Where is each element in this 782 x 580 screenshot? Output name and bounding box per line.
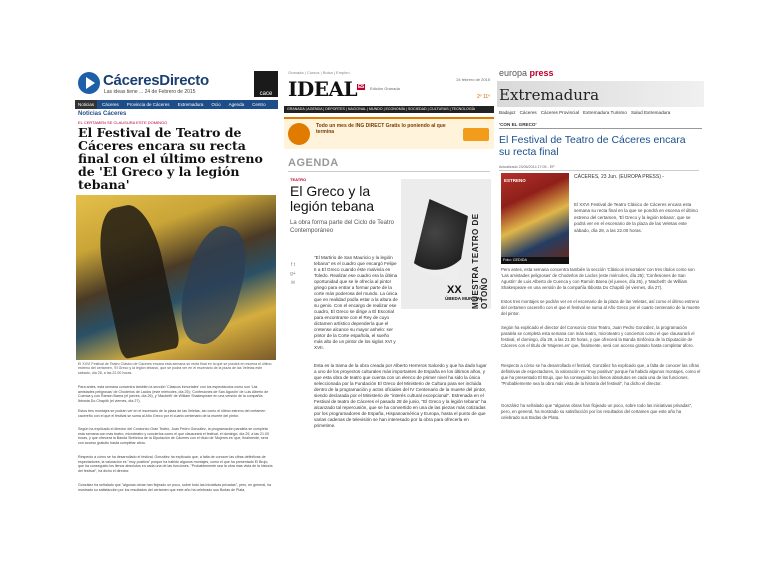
article-paragraph: Esta es la trama de la obra creada por Alberto Herreros Salcedo y que ha dado lugar a uno de los proyectos culturales más importantes de España en los últimos años, y que esta obra de teatro que cuenta con un elenco de primer nivel ha sido la única seleccionada por la Fundación El Greco del Ministerio de Cultura para ser incluida dentro de la programación y actos oficiales del IV Centenario de la muerte del pintor, siendo declarada por el Ministerio de "interés cultural excepcional". Estrenada en el Festival de teatro de Cáceres el pasado 28 de junio, "El Greco y la legión tebana" ha alcanzado tal repercusión, que se ha convertido en una de las piezas más cotizadas por los programadores de España, Hispanoamérica y Europa, hasta el punto de que varias cadenas de televisión se han interesado por la obra para ofrecerla en primetime.	[314, 363, 487, 428]
nav-item[interactable]: Cáceres	[519, 110, 537, 115]
site-tagline: Las ideas tiene ... 24 de Febrero de 2015	[104, 89, 196, 95]
ad-text: Todo un mes de ING DIRECT Gratis lo poniendo al que termina	[316, 123, 446, 135]
nav-item[interactable]: Ocio	[211, 102, 221, 107]
article-lead-paragraph: El XXVI Festival de Teatro Clásico de Cáceres encara esta semana su recta final en la que se pondrá en escena el último estreno del certamen, 'El Greco y la legión tebana', que se podrá ver en el escenario de la plaza de las Veletas este sábado, día 28, a las 22.00 horas.	[574, 202, 698, 233]
ad-button[interactable]	[463, 128, 489, 141]
article-deck: La obra forma parte del Ciclo de Teatro Contemporáneo	[290, 220, 394, 234]
article-meta: Actualizado 23/06/2014 17:05 - EP	[499, 165, 699, 171]
main-nav	[75, 100, 278, 109]
event-poster	[401, 179, 491, 309]
nav-item[interactable]: Noticias	[75, 100, 97, 109]
edition-selector[interactable]: Edición Granada	[370, 86, 400, 91]
article-paragraph: Según ha explicado el director del Consorcio Gran Teatro, Juan Pedro González, la programación paralela se completa esta semana con más teatro, microteatro y conciertos como el que clausurará el festival, el domingo, día 29, a las 21.00 horas, y que ofrecerá la Banda Sinfónica de la Diputación de Cáceres con el título de 'Mujeres.es' que, finalmente, será con acceso gratuito hasta completar aforo.	[501, 325, 695, 349]
site-brand[interactable]	[499, 68, 554, 78]
section-title: Noticias Cáceres	[78, 111, 127, 117]
main-nav	[499, 110, 704, 115]
ad-banner[interactable]	[284, 117, 494, 149]
article-paragraph: Para antes, esta semana concentra también la sección 'Clásicos inmortales' con los espectáculos como son 'Las amistades peligrosas' de Choderlos de Laclos (este miércoles, día 25); 'Confesiones de San Agustín' de Luis Alberto de Cuenca y con Ramón Barea (el jueves, día 26), y 'Macbeth' de William Shakespeare en una versión de la compañía Ibbosta Do Chapitô (el viernes, día 27).	[78, 385, 269, 403]
article-paragraph: González ha señalado que "algunas obras han flojeado un poco, sobre todo las iniciativas privadas", pero, en general, ha mostrado su satisfacción por los resultados del certamen que este año ha celebrado sus Bodas de Plata.	[501, 403, 693, 421]
section-title: AGENDA	[288, 157, 339, 169]
date-text: 24 febrero de 2015	[456, 77, 490, 82]
divider	[499, 128, 702, 129]
site-logo[interactable]: Extremadura	[499, 86, 600, 104]
nav-item[interactable]: Agenda	[228, 102, 245, 107]
clipping-europa-press	[497, 67, 704, 517]
article-headline: El Greco y la legión tebana	[290, 183, 375, 214]
article-paragraph: Pero antes, esta semana concentra también la sección 'Clásicos inmortales' con tres títulos como son 'Las amistades peligrosas' de Choderlos de Laclos (este miércoles, día 25); 'Confesiones de San Agustín' de Luis Alberto de Cuenca y con Ramón Barea (el jueves, día 26), y 'Macbeth' de William Shakespeare en una versión de la compañía Ibbosta Do Chapitô (el viernes, día 27).	[501, 267, 695, 291]
article-paragraph: Estos tres montajes se podrán ver en el escenario de la plaza de las Veletas, así como el último estreno del certamen cacereño con el que el festival se suma al Año Greco por el cuarto centenario de la muerte del pintor.	[501, 299, 700, 317]
photo-caption: El XXVI Festival de Teatro Clásico de Cáceres encara esta semana su recta final en la que se pondrá en escena el último estreno del certamen, 'El Greco y la legión tebana', que se podrá ver en el escenario de la plaza de las Veletas este sábado, día 28, a las 22.00 horas.	[78, 362, 272, 375]
article-paragraph: Respecto a cómo se ha desarrollado el festival, González ha explicado que, a falta de conocer las cifras definitivas de espectadores, la valoración es "muy positiva" porque ha habido algunos montajes, como el que ha presentado El Brujo, que ha conseguido los llenos absolutos en cada una de las funciones. "Probablemente sea la obra más vista de la historia del festival", ha dicho el director.	[501, 363, 701, 387]
logo-text: IDEAL	[288, 77, 358, 101]
article-kicker: EL CERTAMEN SE CLAUSURA ESTE DOMINGO	[78, 120, 168, 125]
poster-artwork	[413, 199, 468, 284]
weather-temp: 2º 11º	[476, 94, 490, 100]
play-logo-icon	[78, 72, 100, 94]
nav-item[interactable]: Badajoz	[499, 110, 516, 115]
site-brand[interactable]: CáceresDirecto	[103, 72, 209, 89]
article-paragraph: Respecto a cómo se ha desarrollado el festival, González ha explicado que, a falta de conocer las cifras definitivas de espectadores, la valoración es "muy positiva" porque ha habido algunos montajes, como el que ha presentado El Brujo, que ha conseguido los llenos absolutos en cada una de las funciones. "Probablemente sea la obra más vista de la historia del festival", ha dicho el director.	[78, 455, 273, 473]
clipping-ideal	[284, 67, 494, 513]
article-kicker: TEATRO	[290, 177, 307, 182]
article-kicker: 'CON EL GRECO'	[499, 122, 537, 127]
article-photo	[501, 173, 569, 257]
article-headline: El Festival de Teatro de Cáceres encara su recta final	[499, 134, 686, 158]
article-paragraph: Según ha explicado el director del Consorcio Gran Teatro, Juan Pedro González, la programación paralela se completa esta semana con más teatro, microteatro y conciertos como el que clausurará el festival, el domingo, día 29, a las 21.00 horas, y que ofrecerá la Banda Sinfónica de la Diputación de Cáceres con el título de 'Mujeres.es' que, finalmente, será con acceso gratuito hasta completar aforo.	[78, 427, 269, 445]
nav-item[interactable]: Extremadura	[177, 102, 204, 107]
nav-item[interactable]: Extremadura Turismo	[583, 110, 627, 115]
photo-credit: Foto: CEDIDA	[501, 257, 569, 264]
brand-part: europa	[499, 68, 528, 78]
article-dateline: CÁCERES, 23 Jun. (EUROPA PRESS) -	[574, 174, 664, 180]
nav-item[interactable]: Centro	[252, 102, 266, 107]
article-paragraph: Estos tres montajes se podrán ver en el escenario de la plaza de las Veletas, así como el último estreno del certamen cacereño con el que el festival se suma al Año Greco por el cuarto centenario de la muerte del pintor.	[78, 409, 266, 418]
main-nav[interactable]: GRANADA | AGENDA | DEPORTES | NACIONAL | MUNDO | ECONOMÍA | SOCIEDAD | CULTURAS | TECNOLOGÍA	[284, 106, 494, 113]
article-photo	[76, 195, 276, 360]
logo-badge: ES	[358, 84, 364, 91]
poster-subtitle: ÚBEDA MUNDIAL	[445, 296, 483, 301]
share-icons[interactable]: f t g+ ✉	[290, 262, 296, 286]
poster-vertical-text: MUESTRA TEATRO DE OTOÑO	[471, 213, 489, 309]
site-logo[interactable]	[288, 77, 365, 101]
article-paragraph: "El Martirio de San Mauricio y la legión tebana" es el cuadro que encargó Felipe II a El Greco cuando éste malvivía en Toledo. Realizar ese cuadro era la última oportunidad que se le ofrecía al pintor griego para entrar a formar parte de la corte más poderosa del mundo. La única que en realidad podía estar a la altura de su genio. Con el encargo de realizar ese cuadro, El Greco se dirige a El Escorial para encontrarse con el Rey de cuyo dictamen artístico dependería que el cretense alcance su mayor anhelo: ser pintor de la Corte española, el sueño más alto de un pintor de los siglos XVI y XVII.	[314, 255, 398, 350]
nav-item[interactable]: Cáceres	[102, 102, 119, 107]
ad-logo-icon	[288, 123, 310, 145]
nav-item[interactable]: Salud Extremadura	[630, 110, 671, 115]
divider	[288, 171, 490, 172]
article-headline: El Festival de Teatro de Cáceres encara su recta final con el último estreno de 'El Greco y la legión tebana'	[78, 125, 263, 192]
corner-banner: cace	[254, 71, 278, 97]
brand-part-bold: press	[529, 68, 554, 78]
image-label: ESTRENO	[504, 178, 526, 183]
nav-item[interactable]: Cáceres Provincial	[540, 110, 580, 115]
clipping-caceres-directo	[75, 67, 278, 513]
article-paragraph: González ha señalado que "algunas obras han flojeado un poco, sobre todo las iniciativas privadas", pero, en general, ha mostrado su satisfacción por los resultados del certamen que este año ha celebrado sus Bodas de Plata.	[78, 483, 272, 492]
poster-number: XX	[447, 284, 462, 296]
top-links[interactable]: Granada | Cursos | Bolsa | Empleo	[288, 70, 350, 75]
nav-item[interactable]: Provincia de Cáceres	[126, 102, 170, 107]
